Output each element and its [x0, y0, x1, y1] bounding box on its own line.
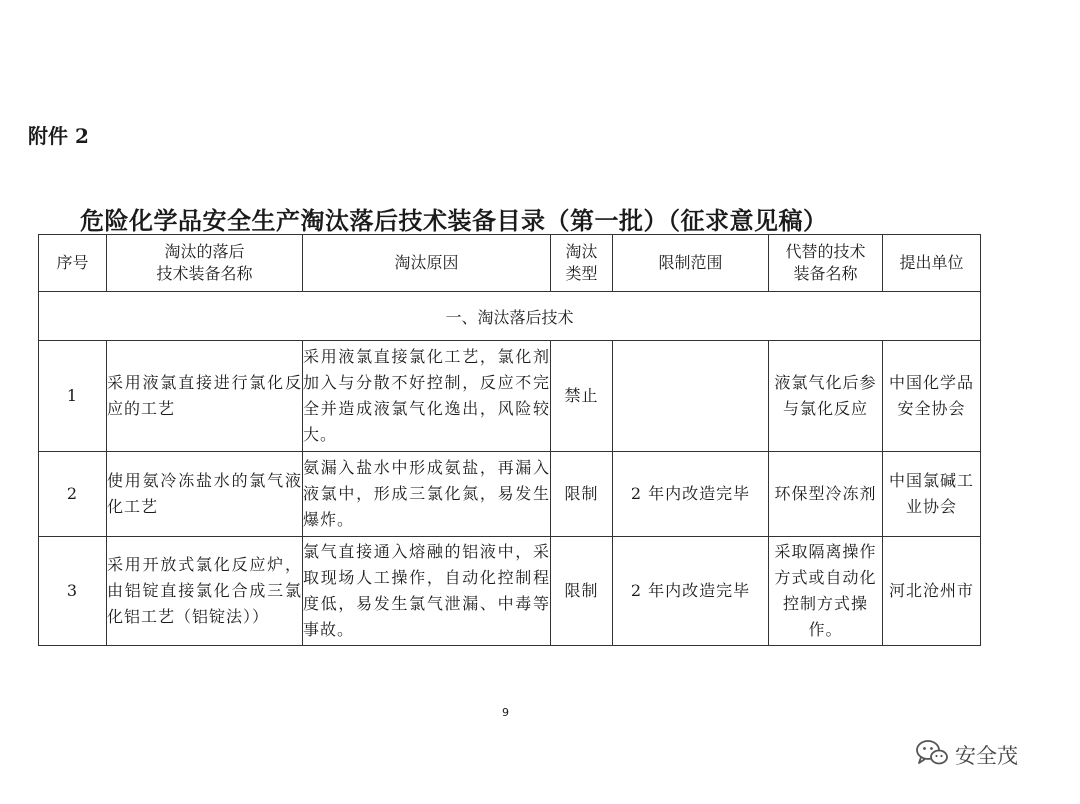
row-scope: 2 年内改造完毕 [613, 537, 769, 646]
row-type: 限制 [551, 537, 613, 646]
header-replacement-line1: 代替的技术 [785, 242, 866, 261]
header-index: 序号 [39, 235, 107, 292]
header-replacement-line2: 装备名称 [793, 264, 858, 283]
row-index: 3 [39, 537, 107, 646]
row-name: 采用开放式氯化反应炉，由铝锭直接氯化合成三氯化铝工艺（铝锭法）） [107, 537, 303, 646]
header-name-line2: 技术装备名称 [156, 264, 253, 283]
row-name: 使用氨冷冻盐水的氯气液化工艺 [107, 452, 303, 537]
section-title: 一、淘汰落后技术 [39, 292, 981, 341]
table-row [39, 341, 981, 452]
row-replacement: 采取隔离操作方式或自动化控制方式操作。 [769, 537, 883, 646]
header-type [551, 235, 613, 292]
row-type: 禁止 [551, 341, 613, 452]
table-header-row [39, 235, 981, 292]
header-name [107, 235, 303, 292]
section-row [39, 292, 981, 341]
row-index: 1 [39, 341, 107, 452]
header-replacement [769, 235, 883, 292]
row-reason: 采用液氯直接氯化工艺，氯化剂加入与分散不好控制，反应不完全并造成液氯气化逸出，风险较大。 [303, 341, 551, 452]
header-type-line1: 淘汰 [565, 242, 598, 261]
row-reason: 氯气直接通入熔融的铝液中，采取现场人工操作，自动化控制程度低，易发生氯气泄漏、中毒等事故。 [303, 537, 551, 646]
document-title: 危险化学品安全生产淘汰落后技术装备目录（第一批）（征求意见稿） [80, 206, 828, 235]
table-row [39, 537, 981, 646]
row-replacement: 液氯气化后参与氯化反应 [769, 341, 883, 452]
row-scope [613, 341, 769, 452]
row-index: 2 [39, 452, 107, 537]
row-name: 采用液氯直接进行氯化反应的工艺 [107, 341, 303, 452]
row-proposer: 中国化学品安全协会 [883, 341, 981, 452]
page-number: 9 [502, 706, 509, 719]
header-type-line2: 类型 [565, 264, 598, 283]
catalog-table [38, 234, 981, 646]
header-scope: 限制范围 [613, 235, 769, 292]
watermark-text: 安全茂 [955, 744, 1018, 768]
header-reason: 淘汰原因 [303, 235, 551, 292]
header-name-line1: 淘汰的落后 [164, 242, 245, 261]
row-scope: 2 年内改造完毕 [613, 452, 769, 537]
attachment-label: 附件 2 [28, 124, 89, 148]
watermark [915, 738, 1018, 772]
row-reason: 氨漏入盐水中形成氨盐，再漏入液氯中，形成三氯化氮，易发生爆炸。 [303, 452, 551, 537]
header-proposer: 提出单位 [883, 235, 981, 292]
wechat-icon [915, 738, 949, 772]
row-replacement: 环保型冷冻剂 [769, 452, 883, 537]
row-type: 限制 [551, 452, 613, 537]
table-row [39, 452, 981, 537]
row-proposer: 河北沧州市 [883, 537, 981, 646]
row-proposer: 中国氯碱工业协会 [883, 452, 981, 537]
